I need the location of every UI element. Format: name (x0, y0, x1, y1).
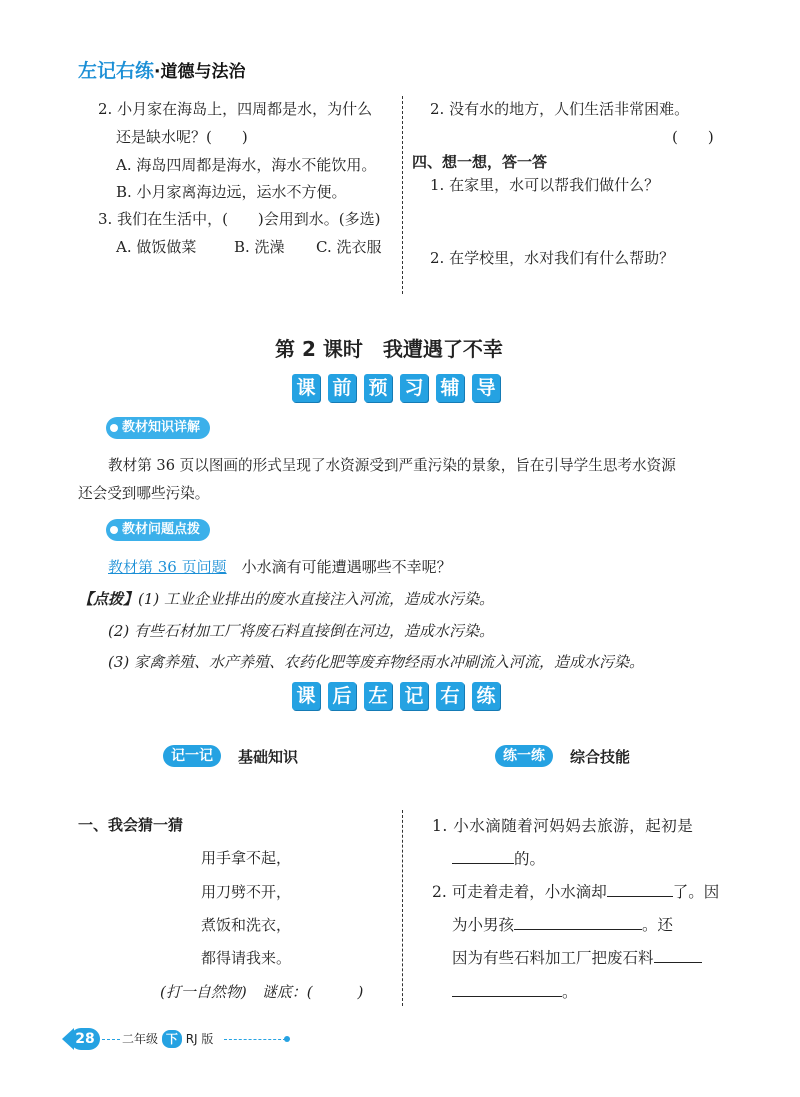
banner-preview (292, 374, 500, 402)
right-q2-line2-suffix: 。还 (642, 916, 674, 934)
tag-practice: 练一练 (495, 745, 553, 767)
right-q1-line1: 1. 小水滴随着河妈妈去旅游，起初是 (432, 817, 694, 835)
knowledge-pill-label: 教材知识详解 (122, 420, 201, 435)
tip-label: 【点拨】 (78, 590, 139, 608)
question-pill (106, 519, 210, 541)
tip-2: (2) 有些石材加工厂将废石料直接倒在河边，造成水污染。 (108, 622, 495, 640)
question-text: 小水滴有可能遭遇哪些不幸呢？ (241, 558, 452, 576)
top-column-divider (402, 96, 403, 294)
banner-char: 导 (472, 374, 500, 402)
tag-remember: 记一记 (163, 745, 221, 767)
tip-1-text: (1) 工业企业排出的废水直接注入河流，造成水污染。 (138, 590, 495, 608)
right-q2: 2. 没有水的地方，人们生活非常困难。 (430, 100, 690, 118)
banner-char: 课 (292, 682, 320, 710)
riddle-line: 用刀劈不开， (201, 883, 292, 901)
question-pill-label: 教材问题点拨 (122, 522, 201, 537)
banner-char: 练 (472, 682, 500, 710)
banner-char: 后 (328, 682, 356, 710)
page-header (78, 56, 245, 83)
banner-char: 右 (436, 682, 464, 710)
answer-blank[interactable] (607, 882, 673, 897)
banner-char: 习 (400, 374, 428, 402)
q3-option-a: A. 做饭做菜 (116, 238, 197, 256)
edition-label: RJ 版 (185, 1032, 214, 1046)
pill-dot-icon (110, 424, 118, 432)
right-q2-line4-suffix: 。 (562, 983, 578, 1001)
knowledge-line2: 还会受到哪些污染。 (78, 485, 210, 502)
right-q2-suffix: 了。因 (672, 883, 720, 901)
riddle-line: 用手拿不起， (201, 849, 292, 867)
answer-blank[interactable] (654, 948, 702, 963)
right-q2-prefix: 2. 可走着走着，小水滴却 (432, 883, 607, 901)
tag-remember-label: 基础知识 (238, 748, 299, 766)
knowledge-line1: 教材第 36 页以图画的形式呈现了水资源受到严重污染的景象，旨在引导学生思考水资源 (108, 457, 676, 474)
riddle-hint: (打一自然物) 谜底：( ) (160, 983, 364, 1001)
q3-option-c: C. 洗衣服 (316, 238, 382, 256)
section4-q1: 1. 在家里，水可以帮我们做什么？ (430, 176, 660, 194)
right-q2-line2 (452, 915, 673, 935)
section4-q2: 2. 在学校里，水对我们有什么帮助？ (430, 249, 675, 267)
riddle-line: 煮饭和洗衣， (201, 916, 292, 934)
footer-grade (122, 1030, 213, 1048)
banner-char: 辅 (436, 374, 464, 402)
answer-blank[interactable] (514, 915, 642, 930)
lesson-title: 第 2 课时 我遭遇了不幸 (275, 337, 503, 361)
q2-option-b: B. 小月家离海边远，运水不方便。 (116, 183, 347, 201)
footer-rule (102, 1039, 120, 1040)
subject-title: ·道德与法治 (154, 62, 246, 82)
tag-practice-label: 综合技能 (570, 748, 631, 766)
question-row (108, 557, 452, 577)
banner-char: 预 (364, 374, 392, 402)
series-title: 左记右练 (78, 60, 155, 82)
right-q2-paren: ( ) (672, 128, 714, 146)
footer-rule-long (224, 1039, 286, 1040)
right-q2-line2-prefix: 为小男孩 (452, 916, 515, 934)
question-source-link[interactable]: 教材第 36 页问题 (108, 558, 227, 576)
riddle-line: 都得请我来。 (201, 949, 292, 967)
banner-char: 左 (364, 682, 392, 710)
q2-line1: 2. 小月家在海岛上，四周都是水，为什么 (98, 100, 373, 118)
q3-line: 3. 我们在生活中，( )会用到水。(多选) (98, 210, 381, 228)
right-q2-line1 (432, 882, 719, 902)
section4-heading: 四、想一想，答一答 (412, 153, 548, 171)
term-badge: 下 (162, 1030, 182, 1048)
banner-char: 记 (400, 682, 428, 710)
footer-end-dot-icon (284, 1036, 290, 1042)
pill-dot-icon (110, 526, 118, 534)
banner-char: 课 (292, 374, 320, 402)
right-q2-line4 (452, 982, 578, 1002)
section1-heading: 一、我会猜一猜 (78, 816, 184, 834)
banner-char: 前 (328, 374, 356, 402)
q3-option-b: B. 洗澡 (234, 238, 285, 256)
right-q2-line3 (452, 948, 702, 968)
q2-line2: 还是缺水呢？( ) (116, 128, 248, 146)
right-q2-line3-prefix: 因为有些石料加工厂把废石料 (452, 949, 654, 967)
q2-option-a: A. 海岛四周都是海水，海水不能饮用。 (116, 156, 377, 174)
tip-1 (78, 589, 494, 609)
tip-3: (3) 家禽养殖、水产养殖、农药化肥等废弃物经雨水冲刷流入河流，造成水污染。 (108, 653, 645, 671)
bottom-column-divider (402, 810, 403, 1006)
knowledge-pill (106, 417, 210, 439)
answer-blank[interactable] (452, 849, 514, 864)
grade-label: 二年级 (122, 1032, 159, 1046)
answer-blank[interactable] (452, 982, 562, 997)
page-number: 28 (70, 1028, 100, 1050)
banner-practice (292, 682, 500, 710)
right-q1-line2 (452, 849, 545, 869)
right-q1-suffix: 的。 (514, 850, 546, 868)
